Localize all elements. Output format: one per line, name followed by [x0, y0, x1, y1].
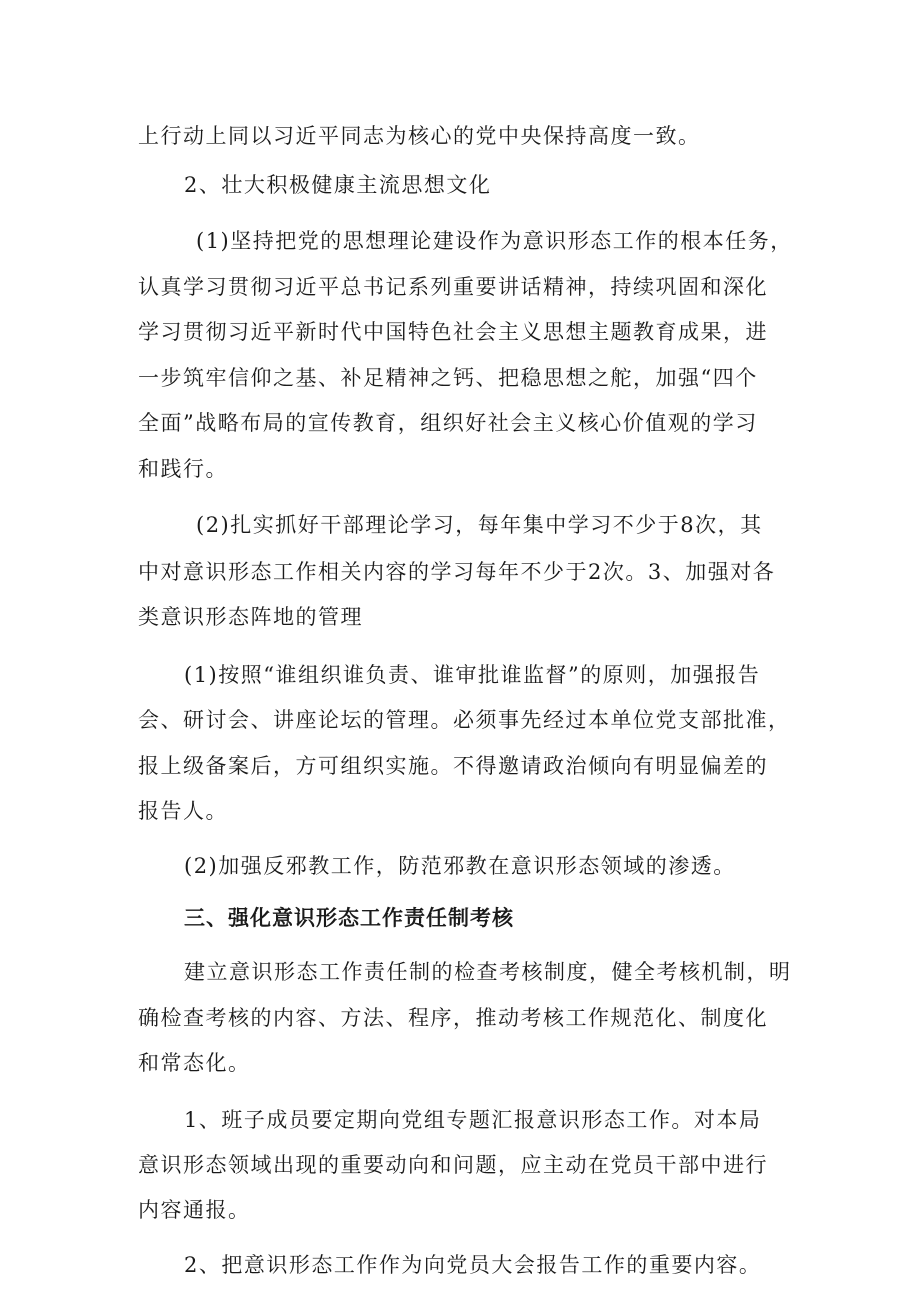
text-line-9: (2)扎实抓好干部理论学习，每年集中学习不少于8次，其	[196, 513, 763, 537]
text-line-18: 建立意识形态工作责任制的检查考核制度，健全考核机制，明	[184, 960, 792, 984]
text-line-20: 和常态化。	[138, 1051, 251, 1075]
text-line-14: 报上级备案后，方可组织实施。不得邀请政治倾向有明显偏差的	[138, 754, 768, 778]
text-line-4: 认真学习贯彻习近平总书记系列重要讲话精神，持续巩固和深化	[138, 275, 768, 299]
text-line-6: 一步筑牢信仰之基、补足精神之钙、把稳思想之舵，加强“四个	[138, 366, 758, 390]
text-line-16: (2)加强反邪教工作，防范邪教在意识形态领域的渗透。	[184, 854, 736, 878]
text-line-10: 中对意识形态工作相关内容的学习每年不少于2次。3、加强对各	[138, 560, 776, 584]
section-heading-3: 三、强化意识形态工作责任制考核	[184, 906, 514, 930]
text-line-21: 1、班子成员要定期向党组专题汇报意识形态工作。对本局	[184, 1108, 762, 1132]
text-line-1: 上行动上同以习近平同志为核心的党中央保持高度一致。	[138, 124, 701, 148]
text-line-8: 和践行。	[138, 457, 228, 481]
text-line-5: 学习贯彻习近平新时代中国特色社会主义思想主题教育成果，进	[138, 320, 768, 344]
text-line-12: (1)按照“谁组织谁负责、谁审批谁监督”的原则，加强报告	[184, 663, 761, 687]
text-line-19: 确检查考核的内容、方法、程序，推动考核工作规范化、制度化	[138, 1006, 768, 1030]
text-line-23: 内容通报。	[138, 1198, 251, 1222]
subsection-title-2: 2、壮大积极健康主流思想文化	[184, 173, 492, 197]
text-line-11: 类意识形态阵地的管理	[138, 605, 363, 629]
text-line-22: 意识形态领域出现的重要动向和问题，应主动在党员干部中进行	[138, 1153, 768, 1177]
text-line-15: 报告人。	[138, 799, 228, 823]
text-line-13: 会、研讨会、讲座论坛的管理。必须事先经过本单位党支部批准，	[138, 708, 791, 732]
text-line-3: (1)坚持把党的思想理论建设作为意识形态工作的根本任务，	[196, 229, 793, 253]
text-line-24: 2、把意识形态工作作为向党员大会报告工作的重要内容。	[184, 1253, 762, 1277]
text-line-7: 全面”战略布局的宣传教育，组织好社会主义核心价值观的学习	[138, 411, 758, 435]
